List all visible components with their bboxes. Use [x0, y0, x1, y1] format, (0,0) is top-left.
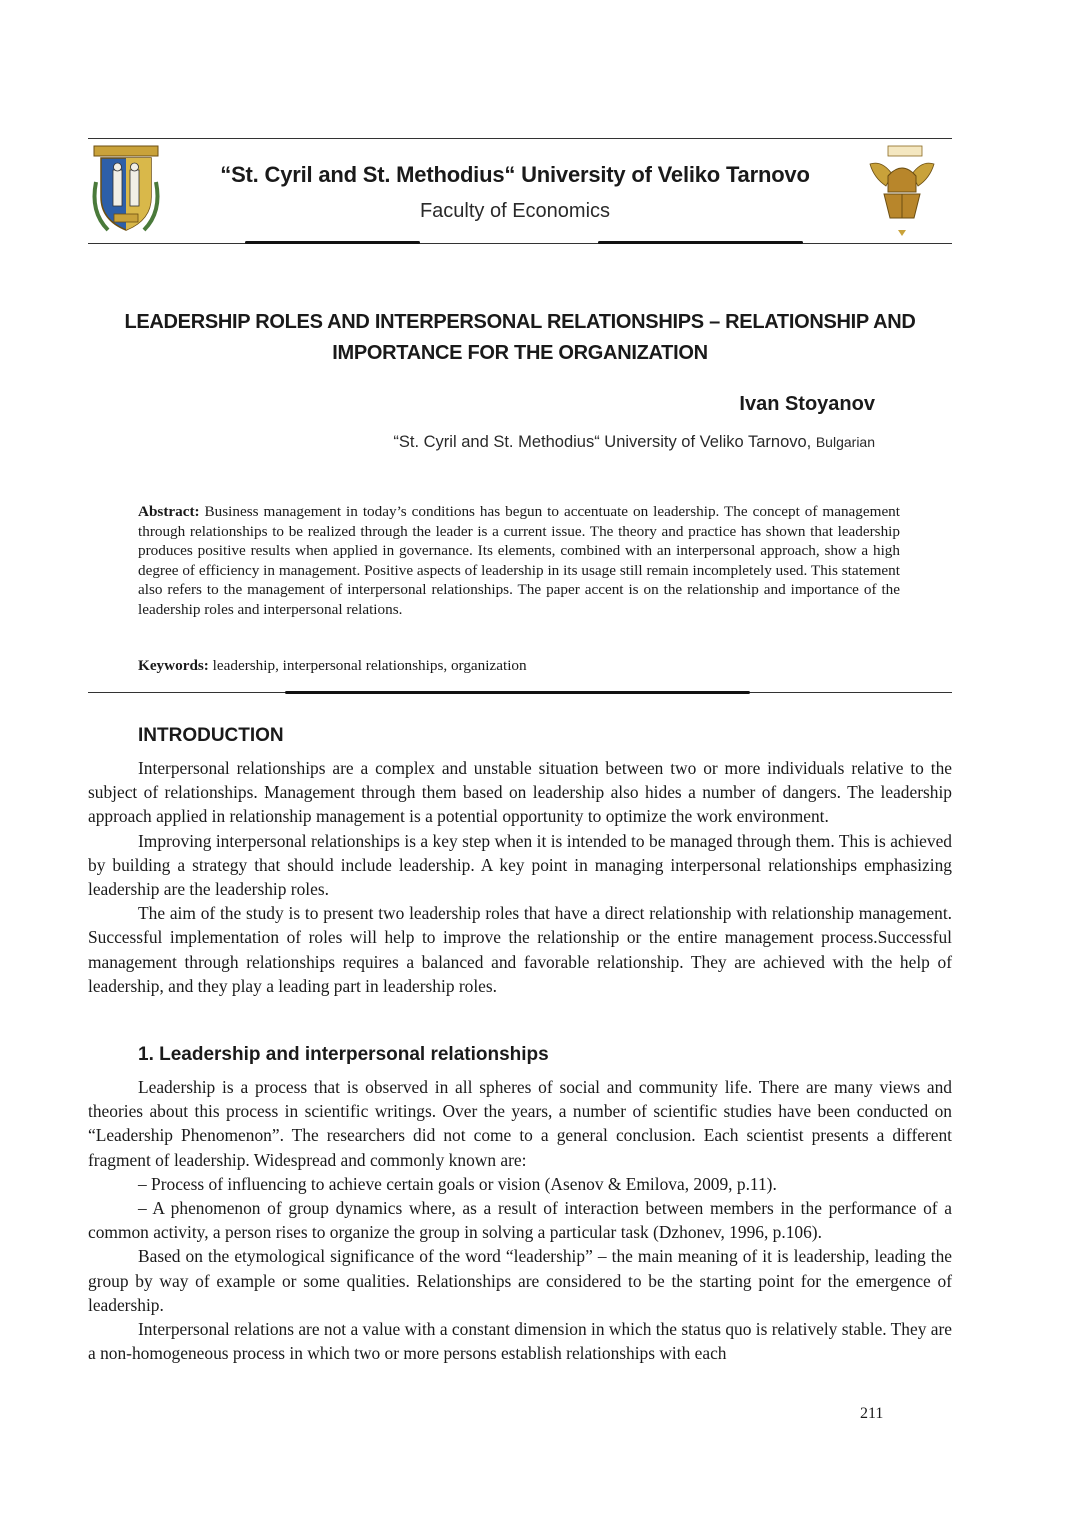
header-accent-left — [245, 241, 420, 244]
author-name: Ivan Stoyanov — [739, 393, 875, 415]
keywords-text: leadership, interpersonal relationships, organization — [208, 657, 527, 674]
abstract — [138, 502, 900, 620]
university-name: “St. Cyril and St. Methodius“ University of Veliko Tarnovo — [220, 162, 810, 187]
faculty-emblem-icon — [862, 142, 942, 242]
section1-paragraph: – A phenomenon of group dynamics where, as a result of interaction between members in the performance of a common activity, a person rises to organize the group in solving a particular task (Dzhonev, 1996, p.106). — [88, 1198, 952, 1243]
keywords-label: Keywords: — [138, 657, 209, 674]
header-accent-right — [598, 241, 803, 244]
paper-title: LEADERSHIP ROLES AND INTERPERSONAL RELATIONSHIPS – RELATIONSHIP AND IMPORTANCE FOR THE ORGANIZATION — [124, 311, 916, 364]
abstract-accent — [285, 691, 750, 694]
section1-paragraph: Based on the etymological significance of the word “leadership” – the main meaning of it is leadership, leading the group by way of example or some qualities. Relationships are considered to be the starting point for the emergence of leadership. — [88, 1246, 952, 1315]
abstract-text: Business management in today’s conditions has begun to accentuate on leadership. The concept of management through relationships to be realized through the leader is a current issue. The theory and practice has shown that leadership produces positive results when applied in governance. Its elements, combined with an interpersonal approach, show a high degree of efficiency in management. Positive aspects of leadership in its usage still remain incompletely used. This statement also refers to the management of interpersonal relationships. The paper accent is on the relationship and importance of the leadership roles and interpersonal relations. — [138, 503, 900, 618]
affiliation-text: “St. Cyril and St. Methodius“ University of Veliko Tarnovo, — [393, 433, 816, 451]
header-top-rule — [88, 138, 952, 139]
section1-paragraph: – Process of influencing to achieve certain goals or vision (Asenov & Emilova, 2009, p.11). — [138, 1173, 777, 1194]
intro-paragraph: Improving interpersonal relationships is a key step when it is intended to be managed through them. This is achieved by building a strategy that should include leadership. A key point in managing interpersonal relationships emphasizing leadership are the leadership roles. — [88, 830, 952, 900]
keywords — [138, 656, 900, 676]
section1-heading: 1. Leadership and interpersonal relationships — [138, 1044, 549, 1065]
author-affiliation — [393, 433, 875, 452]
abstract-label: Abstract: — [138, 503, 200, 520]
introduction-heading: INTRODUCTION — [138, 725, 284, 746]
faculty-name: Faculty of Economics — [419, 200, 611, 222]
intro-paragraph: Interpersonal relationships are a complex and unstable situation between two or more individuals relative to the subject of relationships. Management through them based on leadership also hides a number of dangers. The leadership approach applied in relationship management is a potential opportunity to optimize the work environment. — [88, 758, 952, 827]
affiliation-country: Bulgarian — [815, 434, 875, 450]
page-number: 211 — [860, 1405, 884, 1422]
section1-paragraph: Leadership is a process that is observed in all spheres of social and community life. There are many views and theories about this process in scientific writings. Over the years, a number of scientific studies have been conducted on “Leadership Phenomenon”. The researchers did not come to a general conclusion. Each scientist presents a different fragment of leadership. Widespread and commonly known are: — [88, 1077, 952, 1170]
header-bottom-rule — [88, 243, 952, 244]
intro-paragraph: The aim of the study is to present two leadership roles that have a direct relationship with relationship management. Successful implementation of roles will help to improve the relationship or the entire management process.Successful management through relationships requires a balanced and favorable relationship. They are achieved with the help of leadership, and they play a leading part in leadership roles. — [88, 903, 952, 996]
introduction-body — [88, 756, 952, 998]
university-crest-icon — [86, 142, 166, 237]
section1-body — [88, 1075, 952, 1365]
section1-paragraph: Interpersonal relations are not a value with a constant dimension in which the status quo is relatively stable. They are a non-homogeneous process in which two or more persons establish relationships with each — [88, 1319, 952, 1364]
